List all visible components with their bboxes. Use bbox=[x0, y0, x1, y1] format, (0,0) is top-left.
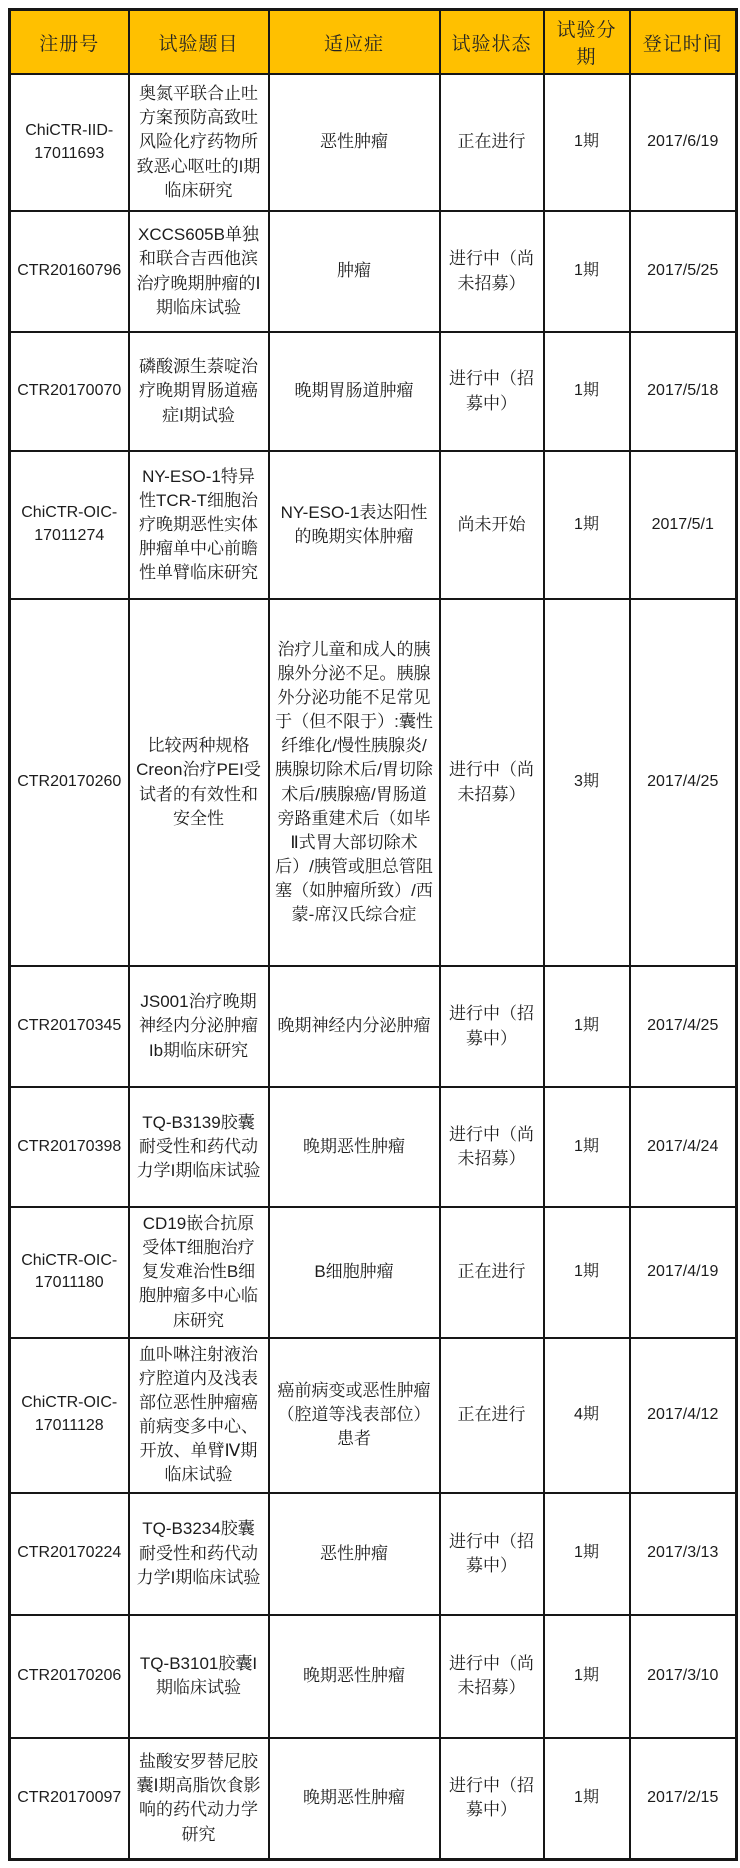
cell-registration-date: 2017/6/19 bbox=[630, 74, 737, 211]
col-header-trial-phase: 试验分期 bbox=[544, 10, 630, 75]
cell-trial-title: TQ-B3139胶囊耐受性和药代动力学I期临床试验 bbox=[129, 1087, 269, 1207]
cell-indication: 晚期神经内分泌肿瘤 bbox=[269, 966, 440, 1087]
cell-registration-number: CTR20170398 bbox=[10, 1087, 129, 1207]
col-header-registration-number: 注册号 bbox=[10, 10, 129, 75]
cell-trial-status: 进行中（招募中） bbox=[440, 1738, 544, 1860]
table-row bbox=[10, 1207, 737, 1338]
cell-indication: 癌前病变或恶性肿瘤（腔道等浅表部位）患者 bbox=[269, 1338, 440, 1493]
cell-trial-status: 进行中（尚未招募） bbox=[440, 211, 544, 332]
cell-trial-phase: 1期 bbox=[544, 211, 630, 332]
table-row bbox=[10, 332, 737, 451]
table-header bbox=[10, 10, 737, 75]
cell-registration-number: CTR20170345 bbox=[10, 966, 129, 1087]
cell-registration-date: 2017/4/19 bbox=[630, 1207, 737, 1338]
cell-trial-title: XCCS605B单独和联合吉西他滨治疗晚期肿瘤的Ⅰ期临床试验 bbox=[129, 211, 269, 332]
cell-registration-date: 2017/4/12 bbox=[630, 1338, 737, 1493]
cell-registration-number: ChiCTR-OIC-17011274 bbox=[10, 451, 129, 599]
col-header-registration-date: 登记时间 bbox=[630, 10, 737, 75]
cell-trial-title: 盐酸安罗替尼胶囊Ⅰ期高脂饮食影响的药代动力学研究 bbox=[129, 1738, 269, 1860]
cell-indication: 治疗儿童和成人的胰腺外分泌不足。胰腺外分泌功能不足常见于（但不限于）:囊性纤维化/慢性胰腺炎/胰腺切除术后/胃切除术后/胰腺癌/胃肠道旁路重建术后（如毕Ⅱ式胃大部切除术后）/胰管或胆总管阻塞（如肿瘤所致）/西蒙-席汉氏综合症 bbox=[269, 599, 440, 966]
cell-trial-title: TQ-B3101胶囊I期临床试验 bbox=[129, 1615, 269, 1738]
cell-registration-number: ChiCTR-OIC-17011180 bbox=[10, 1207, 129, 1338]
cell-registration-number: CTR20170224 bbox=[10, 1493, 129, 1615]
cell-trial-status: 正在进行 bbox=[440, 74, 544, 211]
cell-registration-date: 2017/3/13 bbox=[630, 1493, 737, 1615]
cell-trial-title: 血卟啉注射液治疗腔道内及浅表部位恶性肿瘤癌前病变多中心、开放、单臂Ⅳ期临床试验 bbox=[129, 1338, 269, 1493]
table-row bbox=[10, 1738, 737, 1860]
cell-trial-phase: 4期 bbox=[544, 1338, 630, 1493]
cell-registration-date: 2017/5/1 bbox=[630, 451, 737, 599]
cell-indication: 晚期恶性肿瘤 bbox=[269, 1087, 440, 1207]
cell-trial-status: 正在进行 bbox=[440, 1207, 544, 1338]
cell-registration-number: ChiCTR-OIC-17011128 bbox=[10, 1338, 129, 1493]
table-row bbox=[10, 211, 737, 332]
cell-indication: B细胞肿瘤 bbox=[269, 1207, 440, 1338]
table-row bbox=[10, 451, 737, 599]
cell-trial-phase: 1期 bbox=[544, 1087, 630, 1207]
table-row bbox=[10, 1493, 737, 1615]
cell-trial-phase: 3期 bbox=[544, 599, 630, 966]
cell-registration-number: CTR20170070 bbox=[10, 332, 129, 451]
table-row bbox=[10, 966, 737, 1087]
cell-registration-date: 2017/5/18 bbox=[630, 332, 737, 451]
clinical-trials-table bbox=[8, 8, 738, 1861]
cell-trial-status: 进行中（尚未招募） bbox=[440, 1087, 544, 1207]
cell-trial-status: 尚未开始 bbox=[440, 451, 544, 599]
cell-indication: NY-ESO-1表达阳性的晚期实体肿瘤 bbox=[269, 451, 440, 599]
cell-trial-status: 进行中（尚未招募） bbox=[440, 599, 544, 966]
cell-indication: 晚期恶性肿瘤 bbox=[269, 1615, 440, 1738]
table-row bbox=[10, 1087, 737, 1207]
table-row bbox=[10, 74, 737, 211]
header-row bbox=[10, 10, 737, 75]
cell-trial-title: 磷酸源生萘啶治疗晚期胃肠道癌症I期试验 bbox=[129, 332, 269, 451]
cell-trial-phase: 1期 bbox=[544, 451, 630, 599]
cell-indication: 肿瘤 bbox=[269, 211, 440, 332]
cell-trial-title: NY-ESO-1特异性TCR-T细胞治疗晚期恶性实体肿瘤单中心前瞻性单臂临床研究 bbox=[129, 451, 269, 599]
cell-registration-number: ChiCTR-IID-17011693 bbox=[10, 74, 129, 211]
cell-trial-phase: 1期 bbox=[544, 332, 630, 451]
cell-registration-date: 2017/5/25 bbox=[630, 211, 737, 332]
cell-registration-date: 2017/3/10 bbox=[630, 1615, 737, 1738]
cell-registration-date: 2017/4/24 bbox=[630, 1087, 737, 1207]
cell-trial-status: 进行中（尚未招募） bbox=[440, 1615, 544, 1738]
cell-indication: 恶性肿瘤 bbox=[269, 1493, 440, 1615]
cell-trial-title: JS001治疗晚期神经内分泌肿瘤Ib期临床研究 bbox=[129, 966, 269, 1087]
table-body bbox=[10, 74, 737, 1860]
cell-trial-status: 进行中（招募中） bbox=[440, 332, 544, 451]
cell-registration-date: 2017/4/25 bbox=[630, 966, 737, 1087]
cell-registration-number: CTR20170206 bbox=[10, 1615, 129, 1738]
cell-trial-title: CD19嵌合抗原受体T细胞治疗复发难治性B细胞肿瘤多中心临床研究 bbox=[129, 1207, 269, 1338]
table-row bbox=[10, 599, 737, 966]
col-header-indication: 适应症 bbox=[269, 10, 440, 75]
table-row bbox=[10, 1338, 737, 1493]
cell-registration-number: CTR20170097 bbox=[10, 1738, 129, 1860]
cell-trial-title: TQ-B3234胶囊耐受性和药代动力学I期临床试验 bbox=[129, 1493, 269, 1615]
cell-trial-status: 正在进行 bbox=[440, 1338, 544, 1493]
cell-trial-phase: 1期 bbox=[544, 966, 630, 1087]
cell-registration-number: CTR20170260 bbox=[10, 599, 129, 966]
cell-trial-status: 进行中（招募中） bbox=[440, 1493, 544, 1615]
cell-trial-phase: 1期 bbox=[544, 1207, 630, 1338]
cell-indication: 晚期恶性肿瘤 bbox=[269, 1738, 440, 1860]
cell-trial-title: 奥氮平联合止吐方案预防高致吐风险化疗药物所致恶心呕吐的I期临床研究 bbox=[129, 74, 269, 211]
cell-registration-number: CTR20160796 bbox=[10, 211, 129, 332]
cell-trial-phase: 1期 bbox=[544, 74, 630, 211]
cell-trial-phase: 1期 bbox=[544, 1493, 630, 1615]
cell-registration-date: 2017/2/15 bbox=[630, 1738, 737, 1860]
cell-indication: 恶性肿瘤 bbox=[269, 74, 440, 211]
cell-trial-title: 比较两种规格Creon治疗PEI受试者的有效性和安全性 bbox=[129, 599, 269, 966]
col-header-trial-status: 试验状态 bbox=[440, 10, 544, 75]
cell-registration-date: 2017/4/25 bbox=[630, 599, 737, 966]
table-row bbox=[10, 1615, 737, 1738]
cell-trial-phase: 1期 bbox=[544, 1738, 630, 1860]
cell-trial-phase: 1期 bbox=[544, 1615, 630, 1738]
col-header-trial-title: 试验题目 bbox=[129, 10, 269, 75]
cell-indication: 晚期胃肠道肿瘤 bbox=[269, 332, 440, 451]
cell-trial-status: 进行中（招募中） bbox=[440, 966, 544, 1087]
